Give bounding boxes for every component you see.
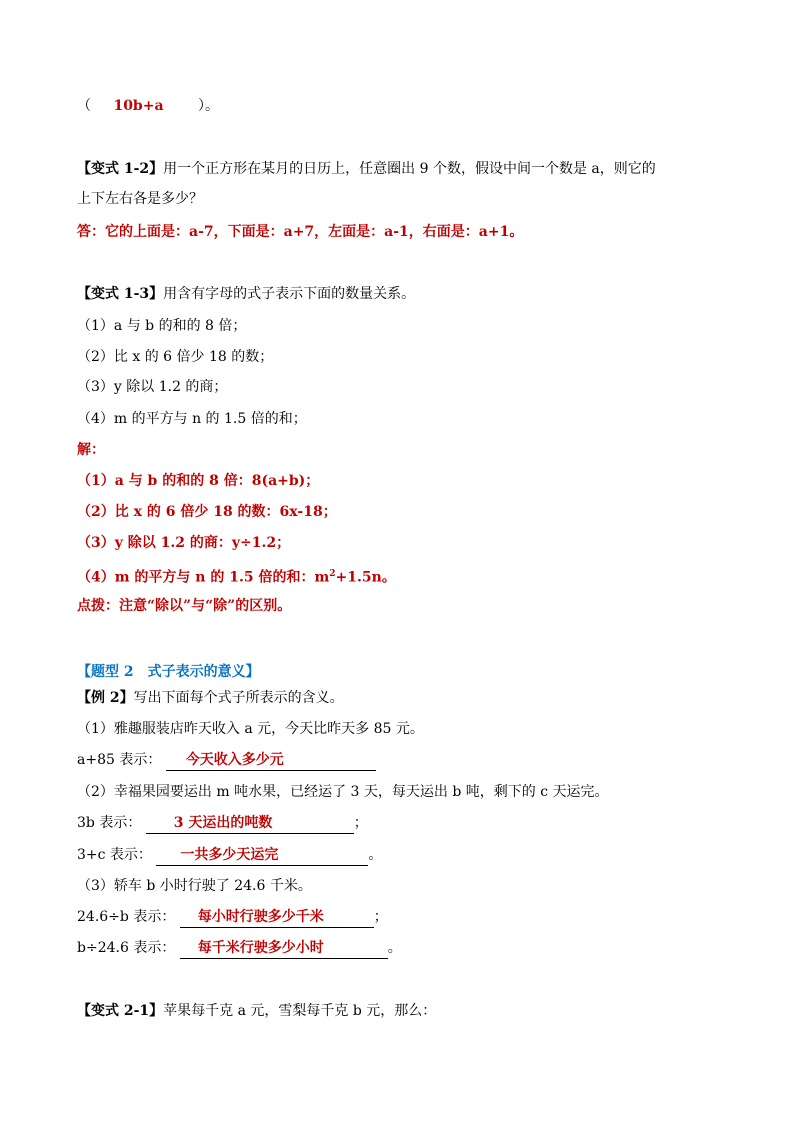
variant-tag: 【变式 1-2】 (77, 161, 164, 177)
answer-blank: 每小时行驶多少千米 (180, 907, 374, 928)
tip: 点拨：注意“除以”与“除”的区别。 (77, 598, 292, 614)
list-item: （2）比 x 的 6 倍少 18 的数； (77, 349, 274, 365)
answer-blank: 一共多少天运完 (156, 845, 368, 866)
list-item: （1）a 与 b 的和的 8 倍； (77, 318, 247, 334)
answer-line-4: 24.6÷b 表示： 每小时行驶多少千米 ； (77, 907, 388, 928)
variant-1-2-question-cont: 上下左右各是多少？ (77, 191, 203, 207)
answer-blank: 3 天运出的吨数 (146, 813, 354, 834)
variant-1-2-answer: 答：它的上面是：a-7，下面是：a+7，左面是：a-1，右面是：a+1。 (77, 224, 524, 240)
answer-value: 10b+a (113, 98, 164, 114)
variant-1-3-question: 【变式 1-3】用含有字母的式子表示下面的数量关系。 (77, 286, 416, 302)
solution-item: （3）y 除以 1.2 的商：y÷1.2； (77, 535, 291, 551)
variant-2-1-question: 【变式 2-1】苹果每千克 a 元，雪梨每千克 b 元，那么： (77, 1003, 437, 1019)
list-item: （3）y 除以 1.2 的商； (77, 379, 228, 395)
variant-1-2-question: 【变式 1-2】用一个正方形在某月的日历上，任意圈出 9 个数，假设中间一个数是 a，则它的 (77, 161, 656, 177)
variant-tag: 【变式 2-1】 (77, 1003, 164, 1019)
solution-item: （2）比 x 的 6 倍少 18 的数：6x-18； (77, 504, 337, 520)
answer-line-2: 3b 表示： 3 天运出的吨数 ； (77, 813, 368, 834)
question-2: （2）幸福果园要运出 m 吨水果，已经运了 3 天，每天运出 b 吨，剩下的 c 天运完。 (77, 784, 609, 800)
section-heading: 【题型 2 式子表示的意义】 (77, 664, 260, 680)
answer-line-5: b÷24.6 表示： 每千米行驶多少小时 。 (77, 938, 402, 959)
solution-item: （1）a 与 b 的和的 8 倍：8(a+b)； (77, 473, 320, 489)
answer-blank: 今天收入多少元 (166, 750, 376, 771)
question-3: （3）轿车 b 小时行驶了 24.6 千米。 (77, 878, 312, 894)
list-item: （4）m 的平方与 n 的 1.5 倍的和； (77, 411, 307, 427)
variant-tag: 【变式 1-3】 (77, 286, 164, 302)
example-2-question: 【例 2】写出下面每个式子所表示的含义。 (77, 690, 344, 706)
question-1: （1）雅趣服装店昨天收入 a 元，今天比昨天多 85 元。 (77, 721, 424, 737)
answer-blank: 每千米行驶多少小时 (180, 938, 388, 959)
answer-line-3: 3+c 表示： 一共多少天运完 。 (77, 845, 382, 866)
answer-line-1: a+85 表示： 今天收入多少元 (77, 750, 376, 771)
solution-item: （4）m 的平方与 n 的 1.5 倍的和：$m^2+1.5n$。 (77, 569, 396, 586)
example-tag: 【例 2】 (77, 690, 134, 706)
solution-label: 解： (77, 442, 105, 458)
top-answer-line: （ 10b+a ）。 (77, 98, 219, 114)
